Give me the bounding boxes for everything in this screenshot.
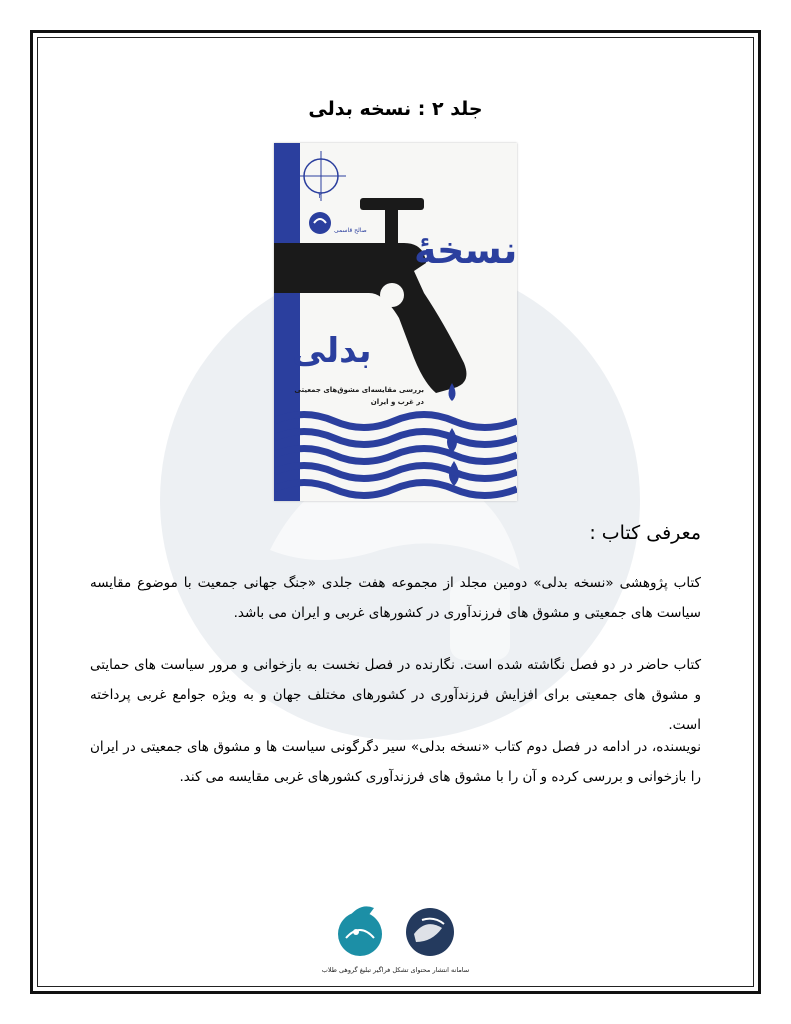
footer-logos xyxy=(330,898,470,963)
cover-subtitle-line1: بررسی مقایسه‌ای مشوق‌های جمعیتی xyxy=(294,386,424,394)
section-heading: معرفی کتاب : xyxy=(589,522,701,544)
tabligh-logo xyxy=(338,906,382,956)
book-cover-image xyxy=(274,143,517,501)
paragraph-2: کتاب حاضر در دو فصل نگاشته شده است. نگارنده در فصل نخست به بازخوانی و مرور سیاست های حمایتی و مشوق های جمعیتی برای افزایش فرزندآوری در کشورهای مختلف جهان و به ویژه جوامع غربی پرداخته است. xyxy=(90,657,701,733)
paragraph-1: کتاب پژوهشی «نسخه بدلی» دومین مجلد از مجموعه هفت جلدی «جنگ جهانی جمعیت با موضوع مقایسه سیاست های جمعیتی و مشوق های فرزندآوری در کشورهای غربی و ایران می باشد. xyxy=(90,575,701,621)
cover-title-line1: نسخهٔ xyxy=(414,228,517,272)
cover-series-number: ۲ xyxy=(318,191,323,200)
paragraph-3: نویسنده، در ادامه در فصل دوم کتاب «نسخه بدلی» سیر دگرگونی سیاست ها و مشوق های جمعیتی در ایران را بازخوانی و بررسی کرده و آن را با مشوق های فرزندآوری کشورهای غربی مقایسه می کند. xyxy=(90,739,701,785)
cover-title-line2: بدلی xyxy=(292,331,372,371)
cover-author: صالح قاسمی xyxy=(334,227,367,234)
cover-illustration xyxy=(274,143,517,501)
cover-subtitle-line2: در غرب و ایران xyxy=(370,398,424,406)
footer-caption: سامانه انتشار محتوای تشکل فراگیر تبلیغ گروهی طلاب xyxy=(321,966,470,974)
page-title: جلد ۲ : نسخه بدلی xyxy=(308,98,483,120)
tashakol-logo xyxy=(406,908,454,956)
